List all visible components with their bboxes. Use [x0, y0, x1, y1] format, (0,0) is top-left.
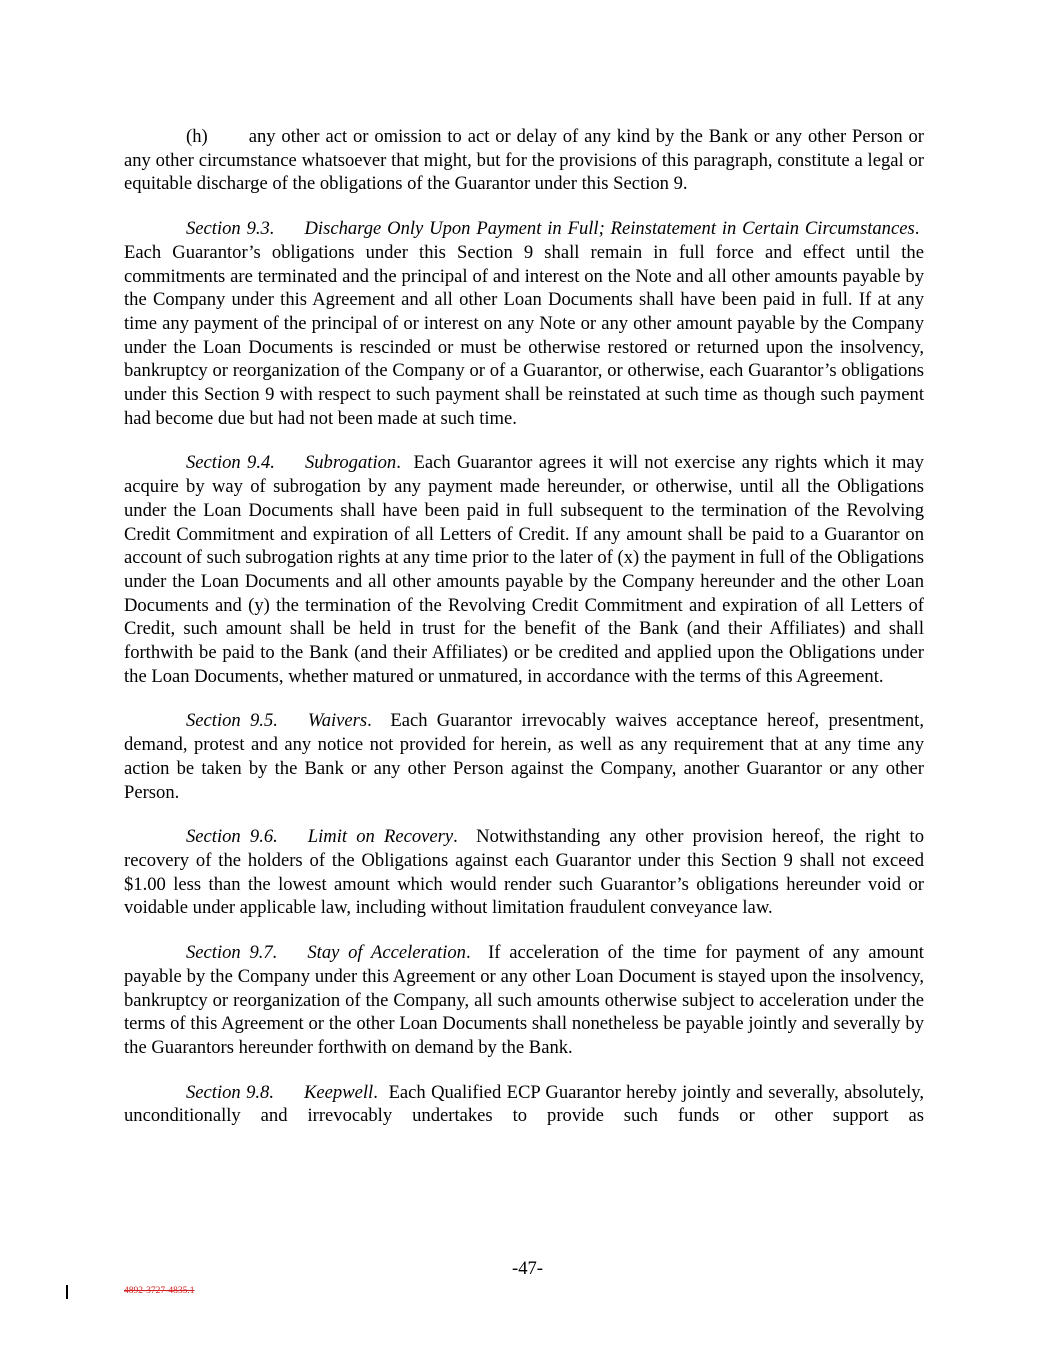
section-number: Section 9.4.	[186, 452, 275, 474]
paragraph-h	[124, 125, 924, 196]
section-text: Each Guarantor’s obligations under this Section 9 shall remain in full force and effect until the commitments are terminated and the principal of and interest on the Note and all other amounts payable by the Company under this Agreement and all other Loan Documents shall have been paid in full. If at any time any payment of the principal of or interest on any Note or any other amount payable by the Company under the Loan Documents is rescinded or must be otherwise restored or returned upon the insolvency, bankruptcy or reorganization of the Company or of a Guarantor, or otherwise, each Guarantor’s obligations under this Section 9 with respect to such payment shall be reinstated at such time as though such payment had become due but had not been made at such time.	[124, 241, 924, 429]
section-number: Section 9.7.	[186, 942, 278, 964]
section-9-3: Section 9.3. Discharge Only Upon Payment in Full; Reinstatement in Certain Circumstances. Each Guarantor’s obligations under this Section 9 shall remain in full force and effect until the commitments are terminated and the principal of and interest on the Note and all other amounts payable by the Company under this Agreement and all other Loan Documents shall have been paid in full. If at any time any payment of the principal of or interest on any Note or any other amount payable by the Company under the Loan Documents is rescinded or must be otherwise restored or returned upon the insolvency, bankruptcy or reorganization of the Company or of a Guarantor, or otherwise, each Guarantor’s obligations under this Section 9 with respect to such payment shall be reinstated at such time as though such payment had become due but had not been made at such time.	[124, 218, 924, 429]
section-text: Notwithstanding any other provision hereof, the right to recovery of the holders of the Obligations against each Guarantor under this Section 9 shall not exceed $1.00 less than the lowest amount which would render such Guarantor’s obligations hereunder void or voidable under applicable law, including without limitation fraudulent conveyance law.	[124, 826, 924, 919]
section-text: Each Guarantor irrevocably waives acceptance hereof, presentment, demand, protest and any notice not provided for herein, as well as any requirement that at any time any action be taken by the Bank or any other Person against the Company, another Guarantor or any other Person.	[124, 710, 924, 803]
section-heading: Subrogation	[304, 452, 397, 474]
section-number: Section 9.5.	[186, 710, 278, 732]
section-9-8: Section 9.8. Keepwell. Each Qualified ECP Guarantor hereby jointly and severally, absolutely, unconditionally and irrevocably undertakes to provide such funds or other support as	[124, 1081, 924, 1127]
section-heading: Keepwell	[303, 1081, 374, 1103]
section-text: If acceleration of the time for payment of any amount payable by the Company under this Agreement or any other Loan Document is stayed upon the insolvency, bankruptcy or reorganization of the Company, all such amounts otherwise subject to acceleration under the terms of this Agreement or the other Loan Documents shall nonetheless be payable jointly and severally by the Guarantors hereunder forthwith on demand by the Bank.	[124, 942, 924, 1058]
revision-change-bar	[66, 1285, 68, 1299]
section-9-7: Section 9.7. Stay of Acceleration. If acceleration of the time for payment of any amount payable by the Company under this Agreement or any other Loan Document is stayed upon the insolvency, bankruptcy or reorganization of the Company, all such amounts otherwise subject to acceleration under the terms of this Agreement or the other Loan Documents shall nonetheless be payable jointly and severally by the Guarantors hereunder forthwith on demand by the Bank.	[124, 942, 924, 1058]
section-number: Section 9.6.	[186, 826, 278, 848]
item-label: (h)	[186, 126, 208, 147]
document-body	[124, 125, 924, 1128]
section-heading: Limit on Recovery	[307, 826, 454, 848]
section-9-5: Section 9.5. Waivers. Each Guarantor irrevocably waives acceptance hereof, presentment, demand, protest and any notice not provided for herein, as well as any requirement that at any time any action be taken by the Bank or any other Person against the Company, another Guarantor or any other Person.	[124, 710, 924, 803]
section-9-6: Section 9.6. Limit on Recovery. Notwithstanding any other provision hereof, the right to recovery of the holders of the Obligations against each Guarantor under this Section 9 shall not exceed $1.00 less than the lowest amount which would render such Guarantor’s obligations hereunder void or voidable under applicable law, including without limitation fraudulent conveyance law.	[124, 826, 924, 919]
section-text: Each Qualified ECP Guarantor hereby jointly and severally, absolutely, unconditionally and irrevocably undertakes to provide such funds or other support as	[124, 1081, 924, 1127]
section-9-4: Section 9.4. Subrogation. Each Guarantor agrees it will not exercise any rights which it may acquire by way of subrogation by any payment made hereunder, or otherwise, until all the Obligations under the Loan Documents shall have been paid in full subsequent to the termination of the Revolving Credit Commitment and expiration of all Letters of Credit. If any amount shall be paid to a Guarantor on account of such subrogation rights at any time prior to the later of (x) the payment in full of the Obligations under the Loan Documents and all other amounts payable by the Company hereunder and the other Loan Documents and (y) the termination of the Revolving Credit Commitment and expiration of all Letters of Credit, such amount shall be held in trust for the benefit of the Bank (and their Affiliates) and shall forthwith be paid to the Bank (and their Affiliates) or be credited and applied upon the Obligations under the Loan Documents, whether matured or unmatured, in accordance with the terms of this Agreement.	[124, 452, 924, 687]
section-heading: Stay of Acceleration	[307, 942, 466, 964]
section-text: Each Guarantor agrees it will not exercise any rights which it may acquire by way of subrogation by any payment made hereunder, or otherwise, until all the Obligations under the Loan Documents shall have been paid in full subsequent to the termination of the Revolving Credit Commitment and expiration of all Letters of Credit. If any amount shall be paid to a Guarantor on account of such subrogation rights at any time prior to the later of (x) the payment in full of the Obligations under the Loan Documents and all other amounts payable by the Company hereunder and the other Loan Documents and (y) the termination of the Revolving Credit Commitment and expiration of all Letters of Credit, such amount shall be held in trust for the benefit of the Bank (and their Affiliates) and shall forthwith be paid to the Bank (and their Affiliates) or be credited and applied upon the Obligations under the Loan Documents, whether matured or unmatured, in accordance with the terms of this Agreement.	[124, 452, 924, 687]
paragraph-text: any other act or omission to act or delay of any kind by the Bank or any other Person or any other circumstance whatsoever that might, but for the provisions of this paragraph, constitute a legal or equitable discharge of the obligations of the Guarantor under this Section 9.	[124, 126, 924, 195]
document-id: 4892-3727-4835.1	[124, 1286, 195, 1296]
section-number: Section 9.8.	[186, 1081, 274, 1103]
section-heading: Discharge Only Upon Payment in Full; Reinstatement in Certain Circumstances	[304, 218, 915, 240]
section-heading: Waivers	[307, 710, 368, 732]
section-number: Section 9.3.	[186, 218, 275, 240]
page-number: -47-	[512, 1258, 543, 1279]
